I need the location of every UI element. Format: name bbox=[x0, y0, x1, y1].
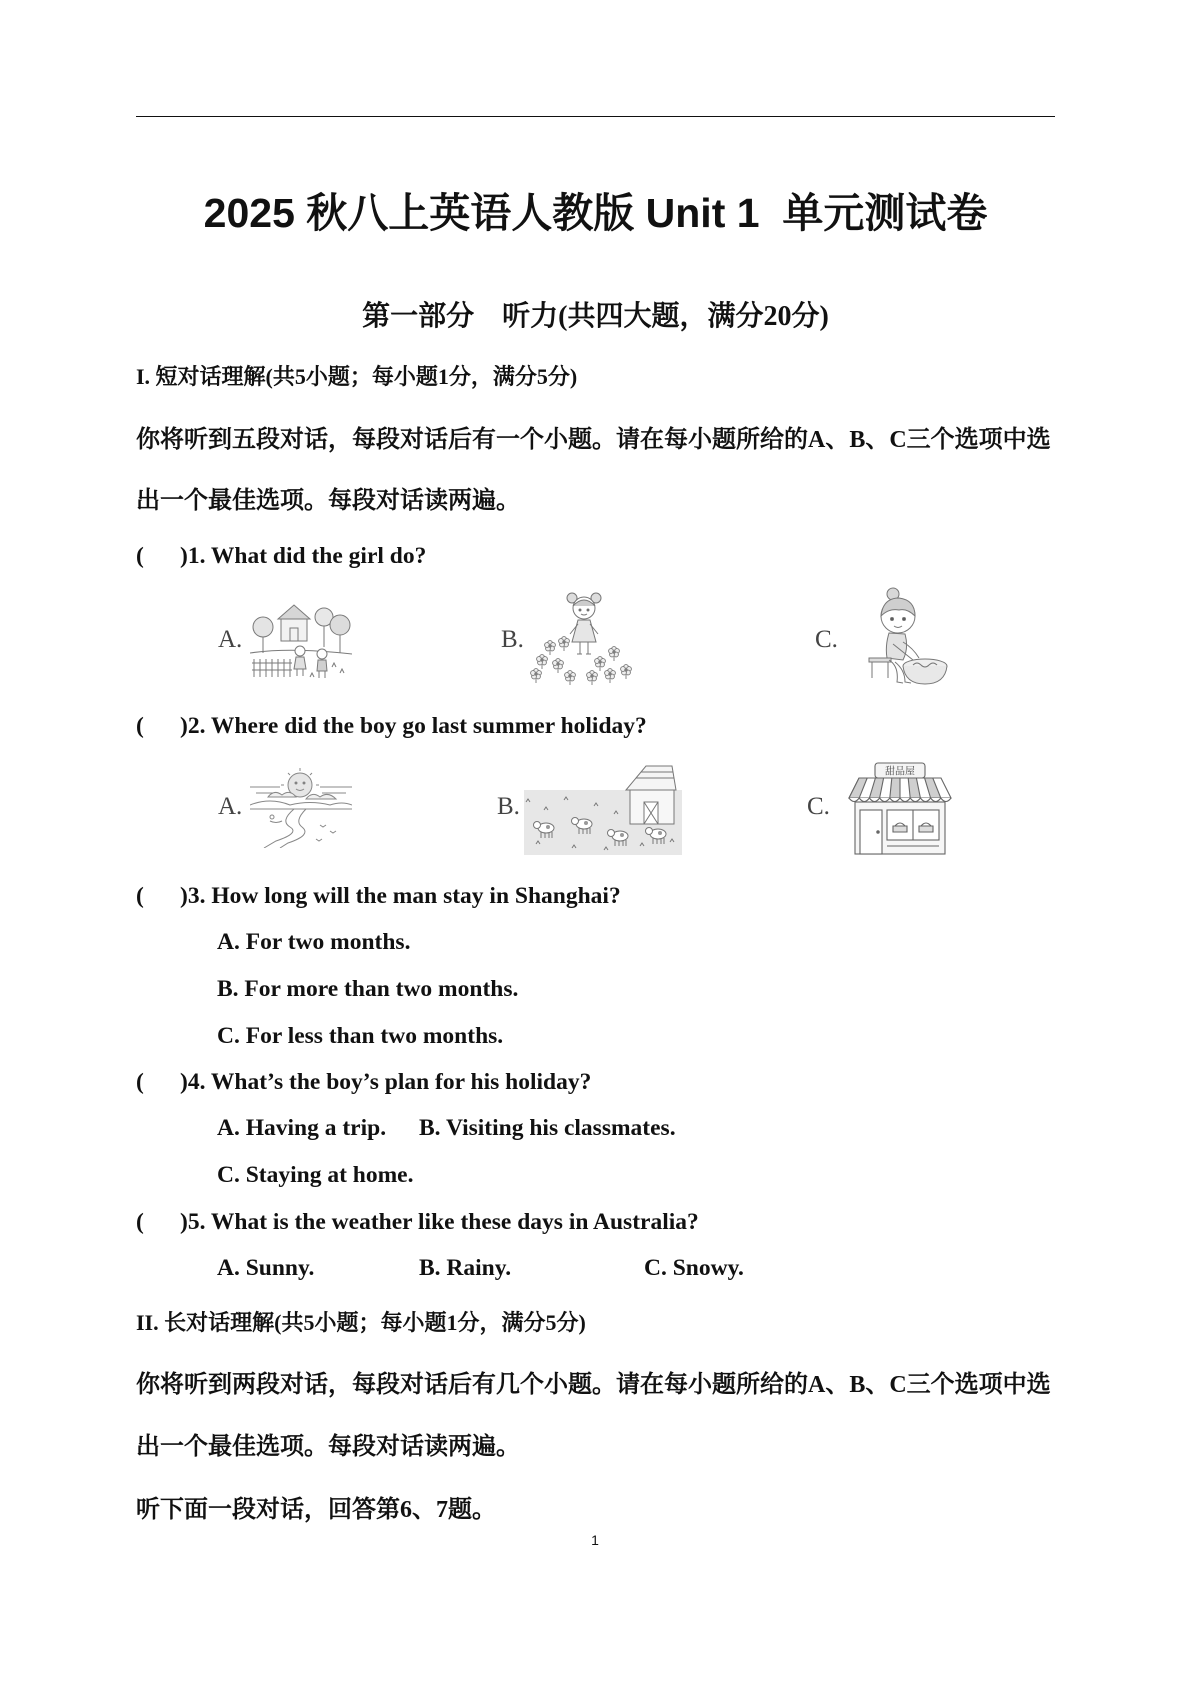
q4-option-b: B. Visiting his classmates. bbox=[419, 1115, 676, 1141]
section-ii-sub-instruction: 听下面一段对话，回答第6、7题。 bbox=[136, 1497, 496, 1523]
question-5-text: 5. What is the weather like these days in Australia? bbox=[187, 1209, 699, 1235]
q2-option-c-label: C. bbox=[807, 793, 830, 820]
answer-bracket-open: ( bbox=[136, 1209, 144, 1235]
question-3 bbox=[136, 882, 621, 910]
answer-bracket-close: ) bbox=[180, 1209, 188, 1235]
q5-option-b: B. Rainy. bbox=[419, 1255, 512, 1281]
section-ii-instruction-line-2: 出一个最佳选项。每段对话读两遍。 bbox=[136, 1434, 520, 1460]
answer-bracket-open: ( bbox=[136, 713, 144, 739]
answer-bracket-open: ( bbox=[136, 1069, 144, 1095]
riverside-scene-illustration bbox=[250, 765, 352, 848]
question-4 bbox=[136, 1068, 591, 1096]
girl-with-flowers-illustration bbox=[528, 586, 640, 688]
q2-option-b-label: B. bbox=[497, 793, 520, 820]
q1-option-b-label: B. bbox=[501, 626, 524, 653]
part-one-heading: 第一部分 听力(共四大题，满分20分) bbox=[362, 301, 829, 332]
answer-bracket-close: ) bbox=[180, 1069, 188, 1095]
q4-option-a: A. Having a trip. bbox=[217, 1115, 387, 1141]
question-5 bbox=[136, 1208, 699, 1236]
section-ii-instruction-line-1: 你将听到两段对话，每段对话后有几个小题。请在每小题所给的A、B、C三个选项中选 bbox=[136, 1372, 1051, 1398]
answer-bracket-close: ) bbox=[180, 883, 188, 909]
q2-option-a-label: A. bbox=[218, 793, 243, 820]
q5-option-c: C. Snowy. bbox=[644, 1255, 744, 1281]
q5-option-a: A. Sunny. bbox=[217, 1255, 315, 1281]
q3-option-c: C. For less than two months. bbox=[217, 1023, 504, 1049]
answer-bracket-close: ) bbox=[180, 713, 188, 739]
q3-option-b: B. For more than two months. bbox=[217, 976, 519, 1002]
q1-option-c-label: C. bbox=[815, 626, 838, 653]
answer-bracket-open: ( bbox=[136, 883, 144, 909]
answer-bracket-open: ( bbox=[136, 543, 144, 569]
shop-sign-text: 甜品屋 bbox=[885, 766, 915, 778]
section-i-heading: I. 短对话理解(共5小题；每小题1分，满分5分) bbox=[136, 364, 578, 389]
question-2 bbox=[136, 712, 647, 740]
exam-title: 2025 秋八上英语人教版 Unit 1 单元测试卷 bbox=[203, 190, 988, 236]
question-1-text: 1. What did the girl do? bbox=[187, 543, 427, 569]
q3-option-a: A. For two months. bbox=[217, 929, 411, 955]
question-4-text: 4. What’s the boy’s plan for his holiday? bbox=[187, 1069, 592, 1095]
header-rule bbox=[136, 116, 1055, 117]
q4-option-c: C. Staying at home. bbox=[217, 1162, 414, 1188]
question-1 bbox=[136, 542, 426, 570]
farm-field-illustration bbox=[524, 762, 682, 855]
question-2-text: 2. Where did the boy go last summer holiday? bbox=[187, 713, 647, 739]
section-i-instruction-line-2: 出一个最佳选项。每段对话读两遍。 bbox=[136, 488, 520, 514]
question-3-text: 3. How long will the man stay in Shanghai? bbox=[187, 883, 621, 909]
section-ii-heading: II. 长对话理解(共5小题；每小题1分，满分5分) bbox=[136, 1310, 586, 1335]
dessert-shop-illustration bbox=[845, 762, 954, 855]
page-number: 1 bbox=[591, 1532, 599, 1548]
farm-scene-illustration bbox=[250, 597, 352, 682]
answer-bracket-close: ) bbox=[180, 543, 188, 569]
section-i-instruction-line-1: 你将听到五段对话，每段对话后有一个小题。请在每小题所给的A、B、C三个选项中选 bbox=[136, 427, 1051, 453]
girl-washing-clothes-illustration bbox=[863, 586, 949, 688]
q1-option-a-label: A. bbox=[218, 626, 243, 653]
